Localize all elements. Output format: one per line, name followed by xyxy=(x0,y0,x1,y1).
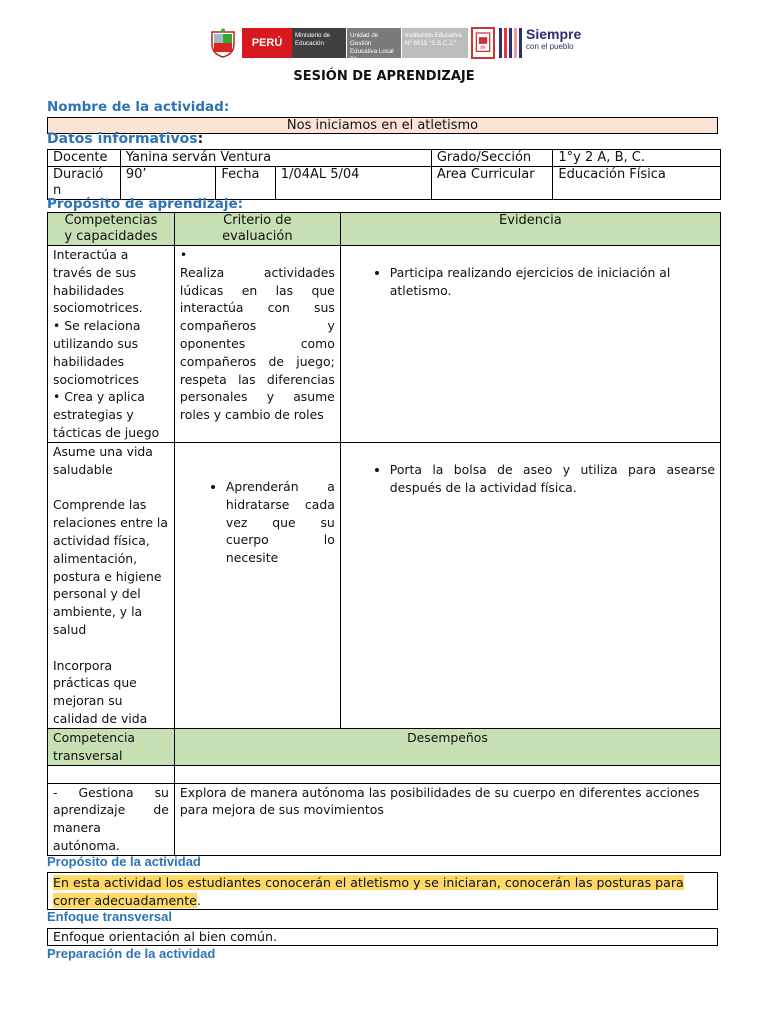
row2-evidencia-text: • Porta la bolsa de aseo y utiliza para asearse después de la actividad física. xyxy=(390,461,715,497)
row1-criterio xyxy=(174,246,340,443)
docente-label: Docente xyxy=(48,150,121,167)
gov-stripes-icon xyxy=(498,26,524,60)
desempenos-header: Desempeños xyxy=(174,729,720,766)
row2-competencias xyxy=(48,443,175,729)
datos-table xyxy=(47,149,721,200)
minedu-logo: Ministerio de Educación xyxy=(292,28,346,58)
transversal-header xyxy=(48,729,175,766)
row2-comp-c: Incorpora prácticas que mejoran su calidad de vida xyxy=(53,657,148,726)
institution-logo: Institución Educativa Nº 6015 "S.S.C.J." xyxy=(402,28,468,58)
row1-comp-b: • Se relaciona utilizando sus habilidades sociomotrices xyxy=(53,318,141,387)
siempre-logo-text: Siempre xyxy=(526,26,582,42)
proposito-table xyxy=(47,212,721,856)
grado-label: Grado/Sección xyxy=(431,150,553,167)
siempre-logo xyxy=(526,26,586,62)
transversal-header-2: transversal xyxy=(53,747,123,763)
area-label: Area Curricular xyxy=(431,167,553,200)
area-value: Educación Física xyxy=(553,167,721,200)
header-criterio-2: evaluación xyxy=(222,229,293,244)
row2-criterio xyxy=(174,443,340,729)
row2-comp-b: Comprende las relaciones entre la actividad física, alimentación, postura e higiene personal y del ambiente, y la salud xyxy=(53,497,168,637)
proposito-label: Propósito de aprendizaje: xyxy=(47,196,244,212)
activity-name-label: Nombre de la actividad: xyxy=(47,99,230,115)
enfoque-label: Enfoque transversal xyxy=(47,909,172,924)
proposito-actividad-box xyxy=(47,872,718,910)
duracion-label-1: Duració xyxy=(53,167,104,182)
transversal-desc: Explora de manera autónoma las posibilidades de su cuerpo en diferentes acciones para mejora de sus movimientos xyxy=(174,783,720,855)
row1-evidencia xyxy=(340,246,720,443)
datos-label-colon: : xyxy=(197,131,204,147)
fecha-label: Fecha xyxy=(216,167,275,200)
header-competencias xyxy=(48,213,175,246)
proposito-actividad-label: Propósito de la actividad xyxy=(47,854,201,869)
row1-evidencia-text: • Participa realizando ejercicios de iniciación al atletismo. xyxy=(390,264,715,300)
datos-label xyxy=(47,131,203,147)
proposito-actividad-text: En esta actividad los estudiantes conocerán el atletismo y se iniciaran, conocerán las posturas para correr adecuadamente xyxy=(53,875,684,908)
duracion-label xyxy=(48,167,121,200)
preparacion-label: Preparación de la actividad xyxy=(47,946,216,961)
grado-value: 1°y 2 A, B, C. xyxy=(553,150,721,167)
duracion-label-2: n xyxy=(53,183,62,198)
row1-criterio-bullet: • xyxy=(179,247,188,262)
page-title: SESIÓN DE APRENDIZAJE xyxy=(293,69,475,84)
ugel-logo: Unidad de Gestión Educativa Local 01 xyxy=(347,28,401,58)
peru-coat-of-arms-icon xyxy=(208,28,238,58)
docente-value: Yanina serván Ventura xyxy=(120,150,431,167)
row2-comp-a: Asume una vida saludable xyxy=(53,444,153,477)
header-criterio-1: Criterio de xyxy=(223,213,292,228)
duracion-value: 90’ xyxy=(120,167,215,200)
empty-cell-left xyxy=(48,765,175,783)
proposito-actividad-period: . xyxy=(196,893,201,908)
header-competencias-2: y capacidades xyxy=(64,229,158,244)
header-competencias-1: Competencias xyxy=(64,213,158,228)
pueblo-logo-text: con el pueblo xyxy=(526,42,574,51)
transversal-header-1: Competencia xyxy=(53,730,135,745)
row2-criterio-text: • Aprenderán a hidratarse cada vez que su cuerpo lo necesite xyxy=(226,478,335,567)
row1-comp-a: Interactúa a través de sus habilidades sociomotrices. xyxy=(53,247,143,316)
transversal-comp: - Gestiona su aprendizaje de manera autónoma. xyxy=(48,783,175,855)
row1-competencias xyxy=(48,246,175,443)
header-criterio xyxy=(174,213,340,246)
header-evidencia: Evidencia xyxy=(340,213,720,246)
peru-logo: PERÚ xyxy=(242,28,292,58)
row1-comp-c: • Crea y aplica estrategias y tácticas de juego xyxy=(53,389,160,440)
row2-evidencia xyxy=(340,443,720,729)
school-seal-icon xyxy=(471,27,495,59)
header-logos xyxy=(208,26,582,62)
activity-name-value: Nos iniciamos en el atletismo xyxy=(47,117,718,134)
fecha-value: 1/04AL 5/04 xyxy=(275,167,431,200)
empty-cell-right xyxy=(174,765,720,783)
datos-label-text: Datos informativos xyxy=(47,131,198,147)
row1-criterio-text: Realiza actividades lúdicas en las que interactúa con sus compañeros y oponentes como compañeros de juego; respeta las diferencias personales y asume roles y cambio de roles xyxy=(179,264,335,423)
enfoque-text: Enfoque orientación al bien común. xyxy=(47,928,718,946)
